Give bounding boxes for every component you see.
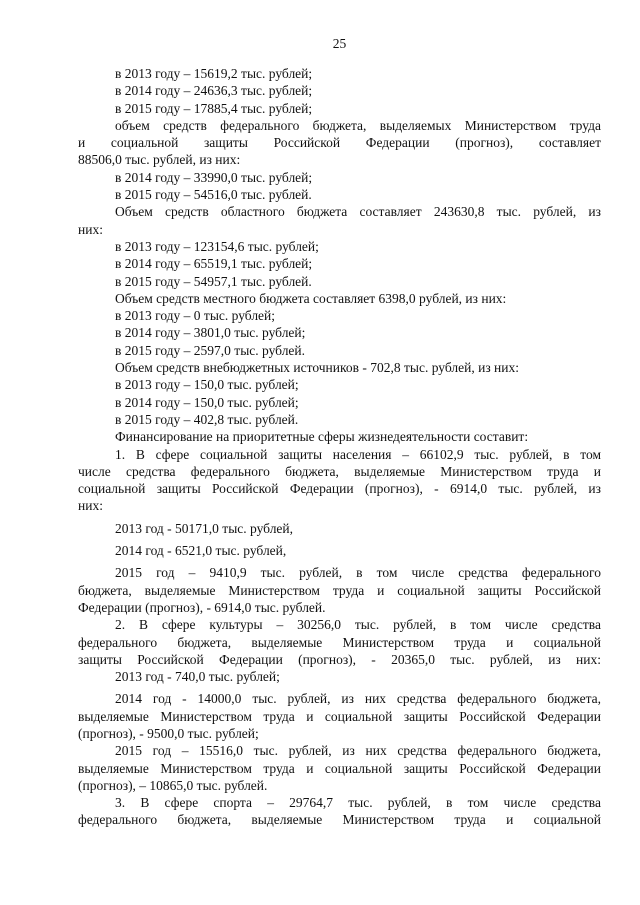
text-line: Объем средств внебюджетных источников - 702,8 тыс. рублей, из них: xyxy=(115,360,519,376)
text-line: 2013 год - 50171,0 тыс. рублей, xyxy=(115,520,294,536)
page-number: 25 xyxy=(332,36,347,51)
text-line: в 2015 году – 54516,0 тыс. рублей. xyxy=(115,187,312,203)
text-line: в 2015 году – 2597,0 тыс. рублей. xyxy=(115,342,306,358)
text-line: выделяемые Министерством труда и социальной защиты Российской Федерации xyxy=(78,708,601,724)
text-line: и социальной защиты Российской Федерации (прогноз), составляет xyxy=(78,135,601,151)
text-line: Финансирование на приоритетные сферы жизнедеятельности составит: xyxy=(115,429,529,445)
text-line: в 2013 году – 150,0 тыс. рублей; xyxy=(115,377,299,393)
text-line: защиты Российской Федерации (прогноз), - 20365,0 тыс. рублей, из них: xyxy=(78,651,601,667)
text-line: в 2013 году – 0 тыс. рублей; xyxy=(115,308,276,324)
text-line: в 2014 году – 24636,3 тыс. рублей; xyxy=(115,83,313,99)
text-line: них: xyxy=(78,221,103,237)
text-line: 2014 год - 14000,0 тыс. рублей, из них средства федерального бюджета, xyxy=(115,691,601,707)
text-line: федерального бюджета, выделяемые Министерством труда и социальной xyxy=(78,812,601,828)
text-line: 2015 год – 9410,9 тыс. рублей, в том числе средства федерального xyxy=(115,565,601,581)
text-line: 3. В сфере спорта – 29764,7 тыс. рублей, в том числе средства xyxy=(115,795,601,811)
text-line: бюджета, выделяемые Министерством труда и социальной защиты Российской xyxy=(78,582,601,598)
text-line: 2015 год – 15516,0 тыс. рублей, из них средства федерального бюджета, xyxy=(115,743,601,759)
text-line: в 2015 году – 17885,4 тыс. рублей; xyxy=(115,100,313,116)
text-line: числе средства федерального бюджета, выделяемые Министерством труда и xyxy=(78,463,601,479)
text-line: 2013 год - 740,0 тыс. рублей; xyxy=(115,669,280,685)
text-line: объем средств федерального бюджета, выделяемых Министерством труда xyxy=(115,117,601,133)
text-line: (прогноз), – 10865,0 тыс. рублей. xyxy=(78,777,268,793)
document-page xyxy=(78,36,601,829)
text-line: социальной защиты Российской Федерации (прогноз), - 6914,0 тыс. рублей, из xyxy=(78,481,601,497)
text-line: в 2015 году – 402,8 тыс. рублей. xyxy=(115,411,299,427)
text-line: 88506,0 тыс. рублей, из них: xyxy=(78,152,241,168)
text-line: 2. В сфере культуры – 30256,0 тыс. рублей, в том числе средства xyxy=(115,617,601,633)
text-line: них: xyxy=(78,498,103,514)
text-line: Объем средств местного бюджета составляет 6398,0 рублей, из них: xyxy=(115,290,507,306)
text-line: Федерации (прогноз), - 6914,0 тыс. рублей. xyxy=(78,599,326,615)
text-line: (прогноз), - 9500,0 тыс. рублей; xyxy=(78,725,259,741)
text-line: в 2014 году – 150,0 тыс. рублей; xyxy=(115,394,299,410)
text-line: федерального бюджета, выделяемые Министерством труда и социальной xyxy=(78,634,601,650)
text-line: выделяемые Министерством труда и социальной защиты Российской Федерации xyxy=(78,760,601,776)
text-line: Объем средств областного бюджета составляет 243630,8 тыс. рублей, из xyxy=(115,204,601,220)
text-line: в 2014 году – 65519,1 тыс. рублей; xyxy=(115,256,313,272)
text-line: в 2013 году – 15619,2 тыс. рублей; xyxy=(115,66,313,81)
text-line: в 2014 году – 33990,0 тыс. рублей; xyxy=(115,169,313,185)
text-line: 2014 год - 6521,0 тыс. рублей, xyxy=(115,543,287,559)
text-line: 1. В сфере социальной защиты населения – 66102,9 тыс. рублей, в том xyxy=(115,446,601,462)
text-line: в 2015 году – 54957,1 тыс. рублей. xyxy=(115,273,312,289)
text-line: в 2014 году – 3801,0 тыс. рублей; xyxy=(115,325,306,341)
text-line: в 2013 году – 123154,6 тыс. рублей; xyxy=(115,238,319,254)
